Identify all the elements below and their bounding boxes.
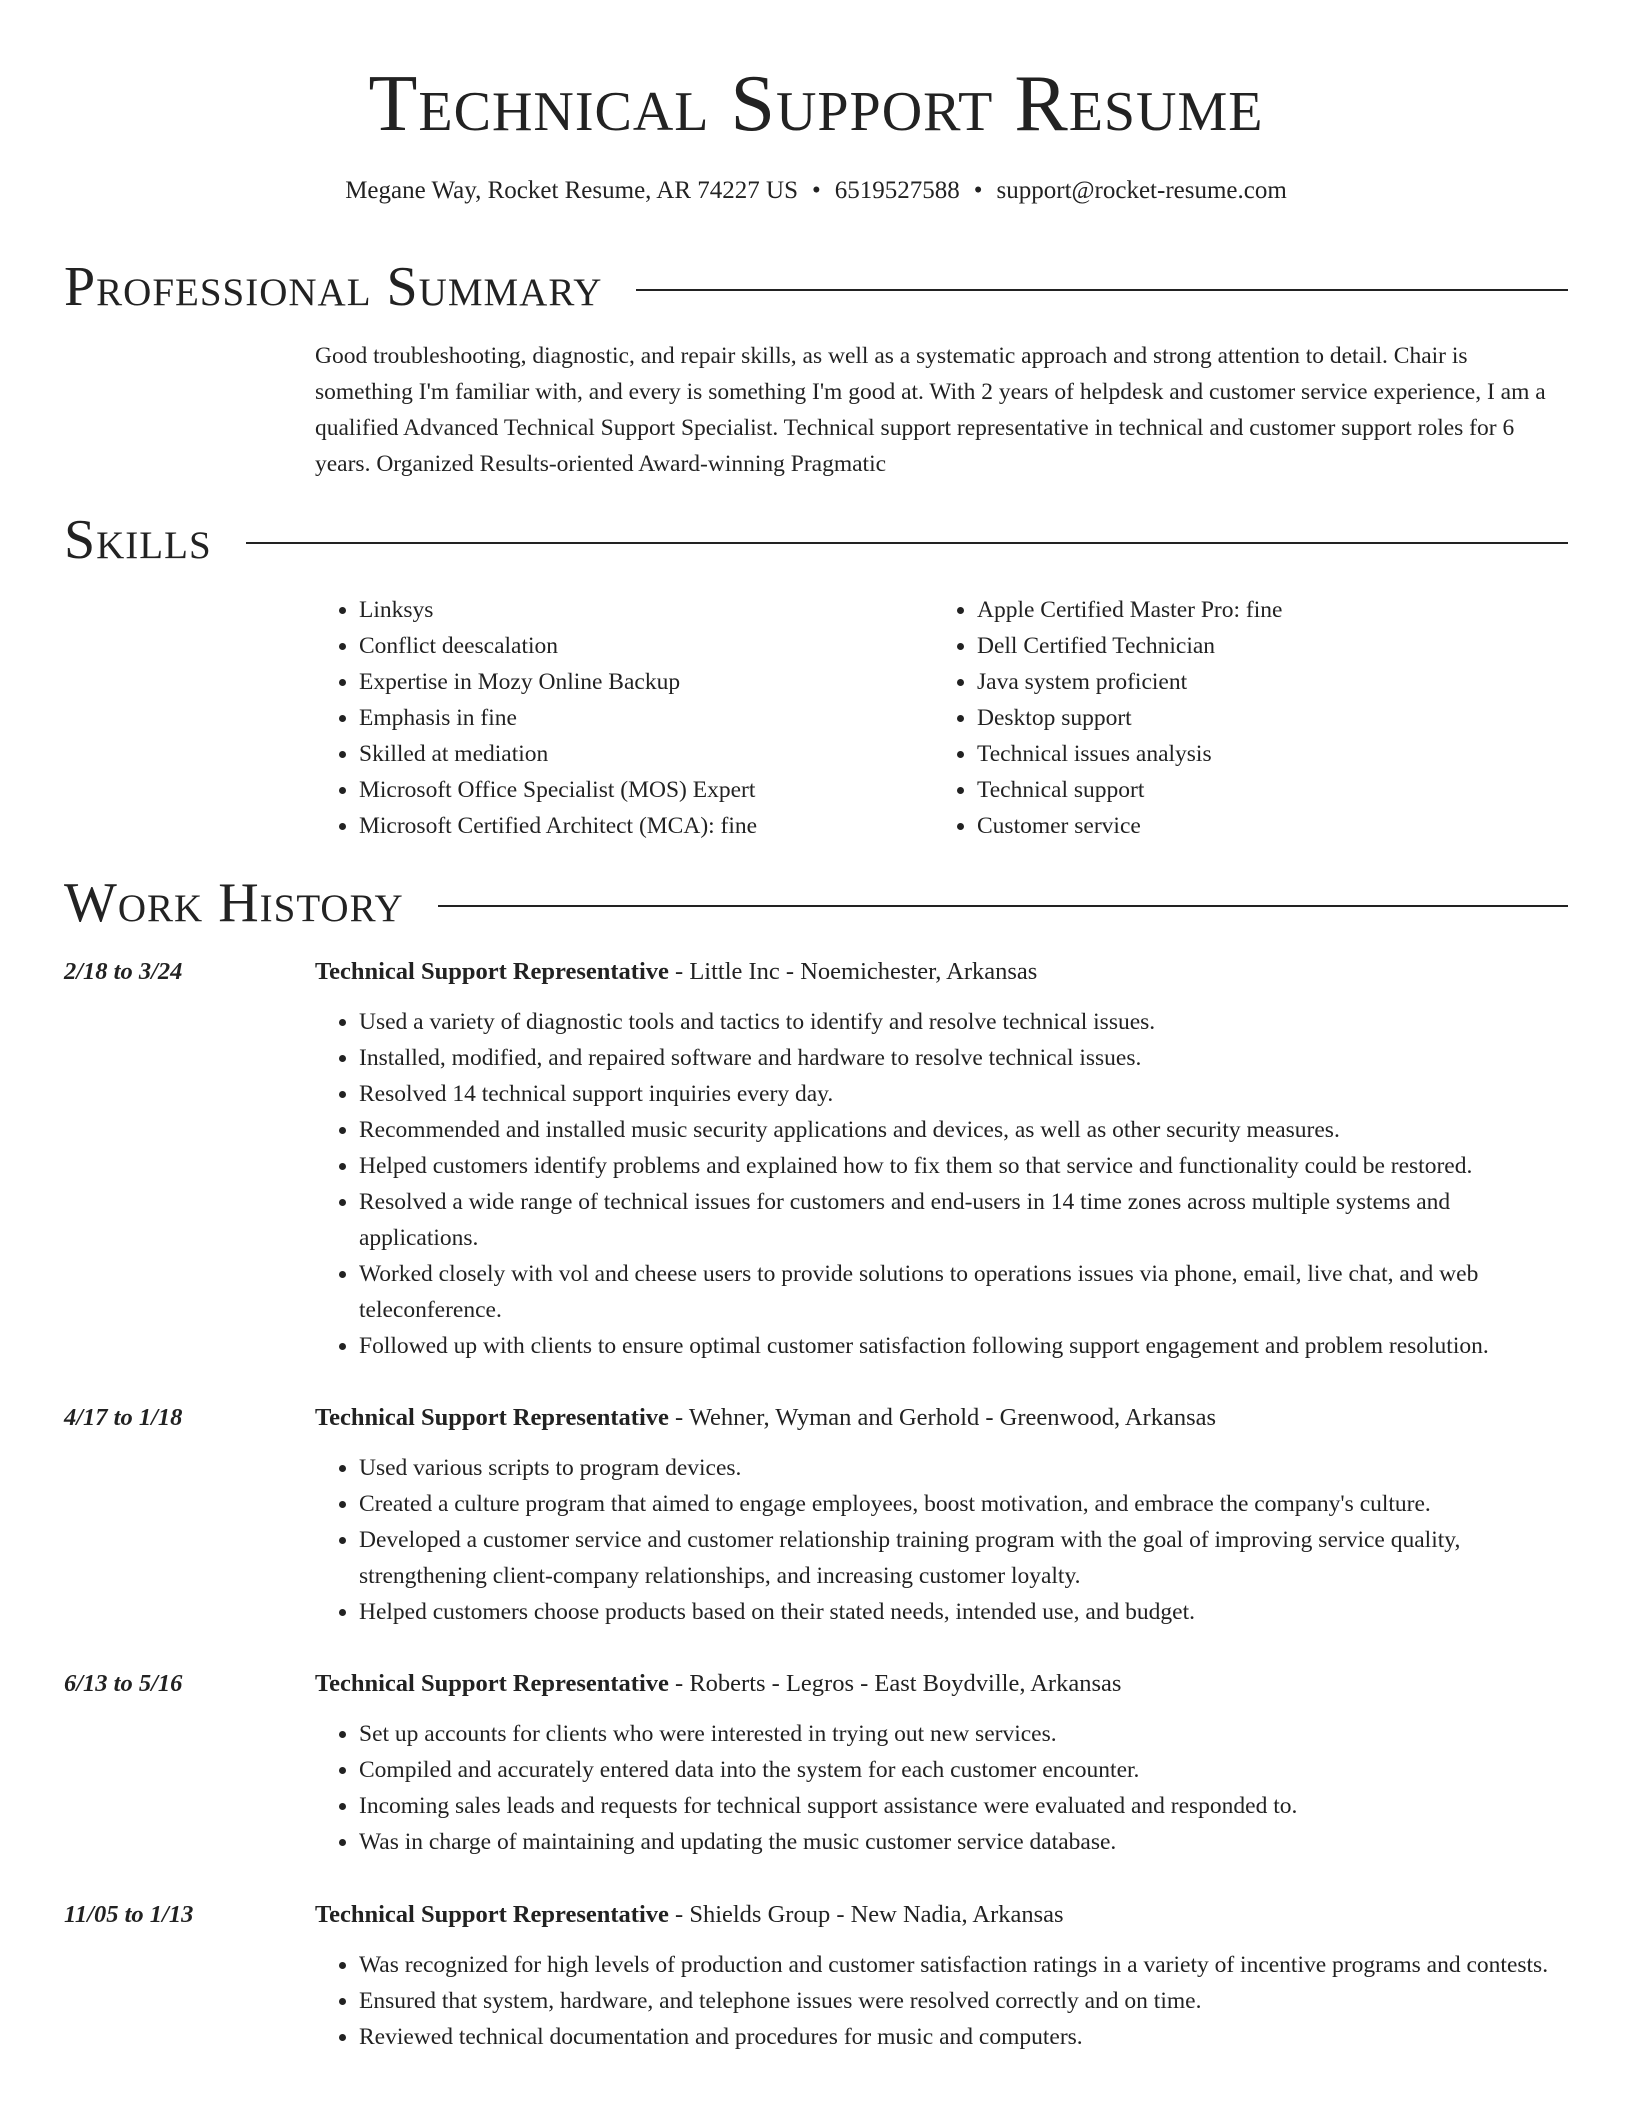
- job-bullet: • Resolved 14 technical support inquiries every day.: [359, 1076, 1568, 1112]
- job-entry: [64, 1400, 1568, 1630]
- job-bullets: [315, 1947, 1568, 2055]
- job-details: - Roberts - Legros - East Boydville, Arkansas: [668, 1670, 1122, 1697]
- section-divider: [246, 542, 1568, 544]
- job-bullet: • Helped customers choose products based on their stated needs, intended use, and budget.: [359, 1594, 1568, 1630]
- skills-heading: Skills: [64, 509, 212, 571]
- job-entry: [64, 954, 1568, 1364]
- job-header: [315, 1897, 1568, 1933]
- skill-item: • Java system proficient: [977, 664, 1551, 700]
- job-bullets: [315, 1004, 1568, 1364]
- skill-item: • Dell Certified Technician: [977, 628, 1551, 664]
- job-bullet: • Followed up with clients to ensure optimal customer satisfaction following support engagement and problem resolution.: [359, 1328, 1568, 1364]
- job-bullet: • Used various scripts to program devices.: [359, 1450, 1568, 1486]
- summary-text: Good troubleshooting, diagnostic, and repair skills, as well as a systematic approach and strong attention to detail. Chair is something I'm familiar with, and every is something I'm good at. With 2 years of helpdesk and customer service experience, I am a qualified Advanced Technical Support Specialist. Technical support representative in technical and customer support roles for 6 years. Organized Results-oriented Award-winning Pragmatic: [315, 343, 1546, 477]
- job-bullet: • Incoming sales leads and requests for technical support assistance were evaluated and responded to.: [359, 1788, 1568, 1824]
- section-divider: [438, 905, 1568, 907]
- job-dates: 4/17 to 1/18: [64, 1404, 183, 1431]
- job-details: - Shields Group - New Nadia, Arkansas: [668, 1901, 1064, 1928]
- section-divider: [636, 289, 1568, 291]
- job-bullets: [315, 1450, 1568, 1630]
- skill-item: • Apple Certified Master Pro: fine: [977, 592, 1551, 628]
- skill-item: • Customer service: [977, 808, 1551, 844]
- contact-phone: 6519527588: [834, 177, 960, 204]
- job-details: - Little Inc - Noemichester, Arkansas: [668, 958, 1038, 985]
- job-bullet: • Installed, modified, and repaired software and hardware to resolve technical issues.: [359, 1040, 1568, 1076]
- job-dates: 6/13 to 5/16: [64, 1670, 183, 1697]
- job-bullet: • Set up accounts for clients who were interested in trying out new services.: [359, 1716, 1568, 1752]
- summary-section-heading: [64, 252, 1568, 322]
- job-title: Technical Support Representative: [315, 1670, 669, 1697]
- work-heading: Work History: [64, 872, 404, 934]
- skill-item: • Emphasis in fine: [359, 700, 933, 736]
- job-bullet: • Worked closely with vol and cheese users to provide solutions to operations issues via phone, email, live chat, and web teleconference.: [359, 1256, 1568, 1328]
- job-bullet: • Developed a customer service and customer relationship training program with the goal of improving service quality, strengthening client-company relationships, and increasing customer loyalty.: [359, 1522, 1568, 1594]
- skill-item: • Conflict deescalation: [359, 628, 933, 664]
- job-bullet: • Resolved a wide range of technical issues for customers and end-users in 14 time zones across multiple systems and applications.: [359, 1184, 1568, 1256]
- job-entry: [64, 1897, 1568, 2055]
- job-header: [315, 1400, 1568, 1436]
- skill-item: • Expertise in Mozy Online Backup: [359, 664, 933, 700]
- work-section-heading: [64, 868, 1568, 938]
- job-entry: [64, 1666, 1568, 1860]
- skill-item: • Technical issues analysis: [977, 736, 1551, 772]
- job-bullet: • Reviewed technical documentation and procedures for music and computers.: [359, 2019, 1568, 2055]
- job-bullet: • Was in charge of maintaining and updating the music customer service database.: [359, 1824, 1568, 1860]
- job-header: [315, 954, 1568, 990]
- job-bullet: • Created a culture program that aimed to engage employees, boost motivation, and embrace the company's culture.: [359, 1486, 1568, 1522]
- contact-separator: •: [811, 177, 821, 204]
- contact-email: support@rocket-resume.com: [996, 177, 1287, 204]
- job-bullet: • Ensured that system, hardware, and telephone issues were resolved correctly and on time.: [359, 1983, 1568, 2019]
- job-bullet: • Recommended and installed music security applications and devices, as well as other security measures.: [359, 1112, 1568, 1148]
- skill-item: • Skilled at mediation: [359, 736, 933, 772]
- job-bullet: • Helped customers identify problems and explained how to fix them so that service and functionality could be restored.: [359, 1148, 1568, 1184]
- job-title: Technical Support Representative: [315, 958, 669, 985]
- job-title: Technical Support Representative: [315, 1404, 669, 1431]
- skills-grid: [315, 592, 1568, 844]
- summary-heading: Professional Summary: [64, 256, 603, 318]
- skills-list-right: [933, 592, 1551, 844]
- skill-item: • Linksys: [359, 592, 933, 628]
- job-bullet: • Was recognized for high levels of production and customer satisfaction ratings in a variety of incentive programs and contests.: [359, 1947, 1568, 1983]
- skills-section-heading: [64, 505, 1568, 575]
- skill-item: • Desktop support: [977, 700, 1551, 736]
- skill-item: • Technical support: [977, 772, 1551, 808]
- skills-list-left: [315, 592, 933, 844]
- contact-line: [0, 174, 1632, 208]
- job-bullet: • Compiled and accurately entered data into the system for each customer encounter.: [359, 1752, 1568, 1788]
- job-title: Technical Support Representative: [315, 1901, 669, 1928]
- job-bullet: • Used a variety of diagnostic tools and tactics to identify and resolve technical issues.: [359, 1004, 1568, 1040]
- contact-separator: •: [973, 177, 983, 204]
- job-dates: 11/05 to 1/13: [64, 1901, 194, 1928]
- skill-item: • Microsoft Office Specialist (MOS) Expert: [359, 772, 933, 808]
- page-title: Technical Support Resume: [368, 60, 1264, 148]
- job-bullets: [315, 1716, 1568, 1860]
- job-header: [315, 1666, 1568, 1702]
- job-dates: 2/18 to 3/24: [64, 958, 183, 985]
- job-details: - Wehner, Wyman and Gerhold - Greenwood, Arkansas: [668, 1404, 1217, 1431]
- skill-item: • Microsoft Certified Architect (MCA): fine: [359, 808, 933, 844]
- contact-address: Megane Way, Rocket Resume, AR 74227 US: [345, 177, 798, 204]
